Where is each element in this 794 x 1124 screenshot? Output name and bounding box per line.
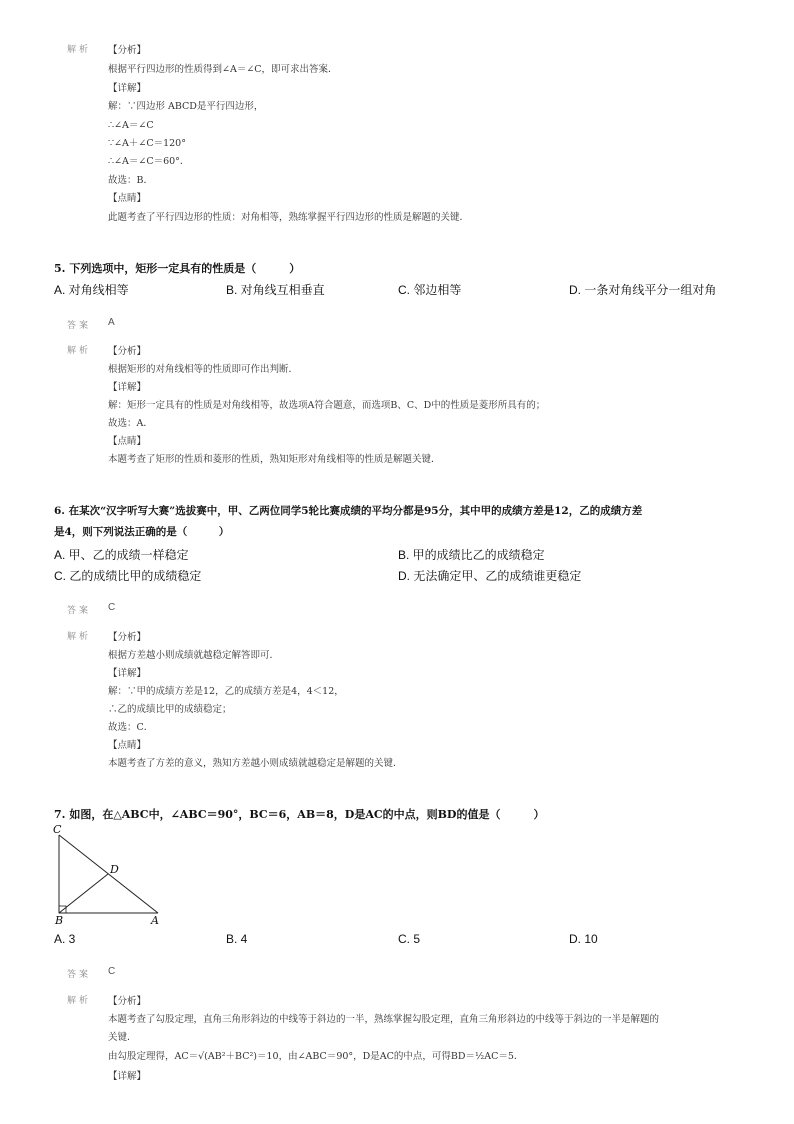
q7-answer: C — [108, 966, 116, 977]
triangle-figure — [50, 822, 170, 928]
q5-option-a: A. 对角线相等 — [54, 283, 129, 297]
analysis-line: 根据方差越小则成绩就越稳定解答即可． — [108, 650, 280, 661]
analysis-line: 根据矩形的对角线相等的性质即可作出判断． — [108, 364, 299, 375]
analysis-line: 【分析】 — [108, 346, 147, 357]
analysis-line: 【分析】 — [108, 996, 147, 1007]
q6-option-c: C. 乙的成绩比甲的成绩稳定 — [54, 569, 202, 583]
analysis-line: 【详解】 — [108, 668, 147, 679]
analysis-label: 解析 — [67, 346, 92, 356]
q6-option-a: A. 甲、乙的成绩一样稳定 — [54, 548, 189, 562]
analysis-label: 解析 — [67, 996, 92, 1006]
q7-option-b: B. 4 — [226, 932, 248, 946]
q5-answer: A — [108, 317, 115, 328]
analysis-label: 解析 — [67, 45, 92, 55]
analysis-line: 【分析】 — [108, 45, 147, 56]
analysis-line: 故选：A． — [108, 418, 153, 429]
analysis-line: 【点睛】 — [108, 436, 147, 447]
q5-option-c: C. 邻边相等 — [398, 283, 462, 297]
answer-label: 答案 — [67, 970, 92, 980]
q7-option-c: C. 5 — [398, 932, 421, 946]
analysis-line: ∴乙的成绩比甲的成绩稳定； — [108, 704, 232, 715]
analysis-line: 故选：B． — [108, 175, 153, 186]
analysis-line: 【点睛】 — [108, 193, 147, 204]
analysis-line: 根据平行四边形的性质得到∠A＝∠C，即可求出答案． — [108, 64, 338, 75]
q7-option-a: A. 3 — [54, 932, 76, 946]
point-label-d: D — [110, 863, 119, 876]
analysis-line: 【分析】 — [108, 632, 147, 643]
analysis-line: 【详解】 — [108, 1071, 147, 1082]
analysis-line: 关键． — [108, 1032, 137, 1043]
q6-option-b: B. 甲的成绩比乙的成绩稳定 — [398, 548, 545, 562]
analysis-line: 本题考查了方差的意义，熟知方差越小则成绩就越稳定是解题的关键． — [108, 758, 403, 769]
answer-label: 答案 — [67, 606, 92, 616]
analysis-line: 本题考查了矩形的性质和菱形的性质，熟知矩形对角线相等的性质是解题关键． — [108, 454, 441, 465]
analysis-line: ∴∠A＝∠C — [108, 120, 154, 131]
analysis-line: 此题考查了平行四边形的性质：对角相等，熟练掌握平行四边形的性质是解题的关键． — [108, 212, 470, 223]
question-7-stem: 7. 如图，在△ABC中，∠ABC＝90°，BC＝6，AB＝8，D是AC的中点，则BD的值是（ ） — [54, 808, 545, 821]
analysis-line: 由勾股定理得，AC＝√(AB²＋BC²)＝10，由∠ABC＝90°，D是AC的中点，可得BD＝½AC＝5． — [108, 1051, 524, 1062]
answer-label: 答案 — [67, 321, 92, 331]
analysis-line: ∴∠A＝∠C＝60°． — [108, 156, 190, 167]
question-6-stem-line1: 6. 在某次“汉字听写大赛”选拔赛中，甲、乙两位同学5轮比赛成绩的平均分都是95分，其中甲的成绩方差是12，乙的成绩方差 — [54, 505, 643, 517]
analysis-line: 【详解】 — [108, 382, 147, 393]
q7-option-d: D. 10 — [569, 932, 598, 946]
analysis-line: 【详解】 — [108, 83, 147, 94]
analysis-line: 故选：C． — [108, 722, 154, 733]
vertex-label-b: B — [55, 914, 64, 927]
q6-option-d: D. 无法确定甲、乙的成绩谁更稳定 — [398, 569, 582, 583]
question-6-stem-line2: 是4，则下列说法正确的是（ ） — [54, 526, 230, 538]
analysis-line: 本题考查了勾股定理，直角三角形斜边的中线等于斜边的一半，熟练掌握勾股定理，直角三角形斜边的中线等于斜边的一半是解题的 — [108, 1014, 660, 1025]
vertex-label-c: C — [53, 823, 62, 836]
analysis-line: 解：∵四边形 ABCD是平行四边形， — [108, 101, 264, 112]
analysis-line: ∵∠A＋∠C＝120° — [108, 138, 186, 149]
analysis-line: 解：∵甲的成绩方差是12，乙的成绩方差是4，4＜12， — [108, 686, 344, 697]
vertex-label-a: A — [151, 914, 159, 927]
q5-option-d: D. 一条对角线平分一组对角 — [569, 283, 717, 297]
analysis-label: 解析 — [67, 632, 92, 642]
question-5-stem: 5. 下列选项中，矩形一定具有的性质是（ ） — [54, 262, 301, 275]
q5-option-b: B. 对角线互相垂直 — [226, 283, 325, 297]
analysis-line: 【点睛】 — [108, 740, 147, 751]
analysis-line: 解：矩形一定具有的性质是对角线相等，故选项A符合题意，而选项B、C、D中的性质是菱形所具有的； — [108, 400, 546, 411]
q6-answer: C — [108, 602, 116, 613]
